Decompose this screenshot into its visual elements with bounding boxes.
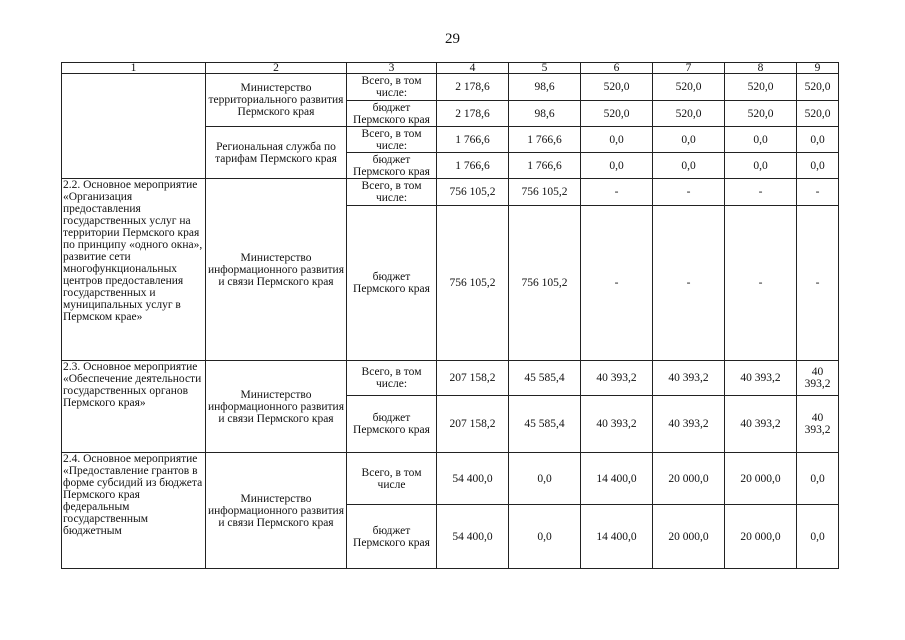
value-cell: 0,0	[797, 453, 839, 505]
value-cell: 40 393,2	[581, 361, 653, 396]
table-row	[62, 74, 839, 101]
value-cell: 40 393,2	[653, 396, 725, 453]
value-cell: 1 766,6	[437, 153, 509, 179]
value-cell: 20 000,0	[725, 505, 797, 569]
executor-cell: Министерство информационного развития и связи Пермского края	[206, 361, 347, 453]
value-cell: 520,0	[797, 101, 839, 127]
value-cell: 520,0	[581, 74, 653, 101]
executor-cell: Министерство информационного развития и связи Пермского края	[206, 453, 347, 569]
funding-type-cell: бюджет Пермского края	[347, 101, 437, 127]
value-cell: 0,0	[509, 453, 581, 505]
value-cell: 14 400,0	[581, 505, 653, 569]
value-cell: 14 400,0	[581, 453, 653, 505]
value-cell: 520,0	[725, 74, 797, 101]
funding-type-cell: Всего, в том числе:	[347, 74, 437, 101]
value-cell: 2 178,6	[437, 101, 509, 127]
value-cell: 40 393,2	[797, 361, 839, 396]
value-cell: 756 105,2	[509, 179, 581, 206]
header-cell: 5	[509, 63, 581, 74]
header-cell: 3	[347, 63, 437, 74]
value-cell: -	[797, 179, 839, 206]
header-cell: 7	[653, 63, 725, 74]
funding-type-cell: Всего, в том числе:	[347, 179, 437, 206]
value-cell: 756 105,2	[437, 206, 509, 361]
funding-type-cell: Всего, в том числе:	[347, 127, 437, 153]
funding-type-cell: бюджет Пермского края	[347, 206, 437, 361]
value-cell: 40 393,2	[725, 361, 797, 396]
value-cell: 40 393,2	[797, 396, 839, 453]
activity-cell: 2.3. Основное мероприятие «Обеспечение деятельности государственных органов Пермского края»	[62, 361, 206, 453]
value-cell: 0,0	[797, 505, 839, 569]
activity-cell	[62, 74, 206, 179]
value-cell: 40 393,2	[725, 396, 797, 453]
funding-type-cell: бюджет Пермского края	[347, 153, 437, 179]
value-cell: -	[581, 179, 653, 206]
value-cell: 45 585,4	[509, 396, 581, 453]
table-row	[62, 179, 839, 206]
value-cell: 520,0	[653, 74, 725, 101]
value-cell: 2 178,6	[437, 74, 509, 101]
value-cell: -	[725, 179, 797, 206]
value-cell: 1 766,6	[509, 153, 581, 179]
table-row	[62, 361, 839, 396]
value-cell: -	[725, 206, 797, 361]
header-cell: 8	[725, 63, 797, 74]
activity-cell: 2.4. Основное мероприятие «Предоставление грантов в форме субсидий из бюджета Пермского края федеральным государственным бюджетным	[62, 453, 206, 569]
value-cell: 0,0	[581, 127, 653, 153]
budget-table	[61, 62, 839, 569]
header-cell: 2	[206, 63, 347, 74]
header-cell: 1	[62, 63, 206, 74]
value-cell: 207 158,2	[437, 361, 509, 396]
funding-type-cell: бюджет Пермского края	[347, 396, 437, 453]
value-cell: 756 105,2	[437, 179, 509, 206]
value-cell: 20 000,0	[653, 505, 725, 569]
value-cell: 45 585,4	[509, 361, 581, 396]
value-cell: 0,0	[797, 153, 839, 179]
value-cell: 0,0	[797, 127, 839, 153]
header-cell: 9	[797, 63, 839, 74]
value-cell: 20 000,0	[653, 453, 725, 505]
value-cell: 0,0	[581, 153, 653, 179]
value-cell: 98,6	[509, 101, 581, 127]
value-cell: 520,0	[653, 101, 725, 127]
value-cell: -	[653, 206, 725, 361]
value-cell: -	[797, 206, 839, 361]
header-cell: 4	[437, 63, 509, 74]
value-cell: 207 158,2	[437, 396, 509, 453]
value-cell: 98,6	[509, 74, 581, 101]
executor-cell: Министерство информационного развития и связи Пермского края	[206, 179, 347, 361]
value-cell: -	[581, 206, 653, 361]
funding-type-cell: Всего, в том числе	[347, 453, 437, 505]
value-cell: 756 105,2	[509, 206, 581, 361]
value-cell: 520,0	[581, 101, 653, 127]
value-cell: 0,0	[653, 153, 725, 179]
value-cell: 1 766,6	[437, 127, 509, 153]
activity-cell: 2.2. Основное мероприятие «Организация предоставления государственных услуг на территории Пермского края по принципу «одного окна», развитие сети многофункциональных центров предоставления государственных и муниципальных услуг в Пермском крае»	[62, 179, 206, 361]
header-row	[62, 63, 839, 74]
executor-cell: Региональная служба по тарифам Пермского края	[206, 127, 347, 179]
value-cell: 520,0	[797, 74, 839, 101]
funding-type-cell: бюджет Пермского края	[347, 505, 437, 569]
table-row	[62, 453, 839, 505]
value-cell: 20 000,0	[725, 453, 797, 505]
header-cell: 6	[581, 63, 653, 74]
value-cell: 0,0	[725, 127, 797, 153]
value-cell: 0,0	[509, 505, 581, 569]
value-cell: 1 766,6	[509, 127, 581, 153]
value-cell: 40 393,2	[581, 396, 653, 453]
value-cell: -	[653, 179, 725, 206]
funding-type-cell: Всего, в том числе:	[347, 361, 437, 396]
executor-cell: Министерство территориального развития Пермского края	[206, 74, 347, 127]
value-cell: 0,0	[653, 127, 725, 153]
value-cell: 40 393,2	[653, 361, 725, 396]
value-cell: 54 400,0	[437, 505, 509, 569]
value-cell: 54 400,0	[437, 453, 509, 505]
value-cell: 520,0	[725, 101, 797, 127]
page-number: 29	[445, 31, 460, 47]
value-cell: 0,0	[725, 153, 797, 179]
